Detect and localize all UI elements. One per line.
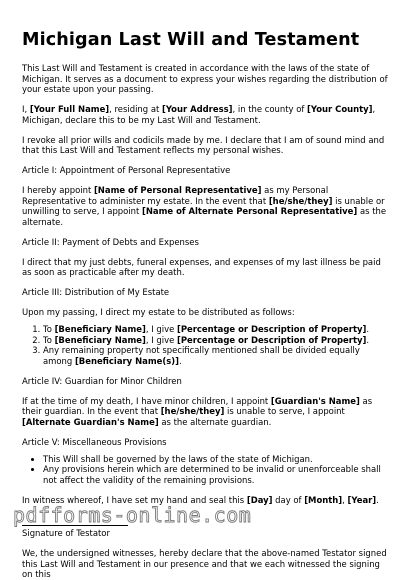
witness-text: , — [342, 494, 348, 505]
declaration-text: I, — [22, 104, 30, 114]
article-2-paragraph: I direct that my just debts, funeral expenses, and expenses of my last illness be paid as soon as practicable after my death. — [22, 256, 381, 277]
declaration-paragraph — [22, 104, 391, 125]
pronoun-placeholder: [he/she/they] — [160, 406, 225, 416]
item-text: , I give — [145, 324, 177, 334]
article-5-heading: Article V: Miscellaneous Provisions — [22, 436, 167, 447]
property-placeholder: [Percentage or Description of Property] — [176, 324, 367, 334]
item-text: To — [43, 334, 55, 345]
declaration-text: , Michigan, declare this to be my Last Will and Testament. — [22, 104, 376, 125]
witness-text: day of — [272, 494, 305, 505]
revocation-paragraph: I revoke all prior wills and codicils made by me. I declare that I am of sound mind and that this Last Will and Testament reflects my personal wishes. — [22, 134, 385, 155]
article-4-text: as their guardian. In the event that — [22, 395, 373, 416]
article-1-paragraph — [22, 185, 391, 227]
article-4-heading: Article IV: Guardian for Minor Children — [22, 375, 182, 386]
property-placeholder: [Percentage or Description of Property] — [176, 334, 367, 345]
witnesses-paragraph: We, the undersigned witnesses, hereby declare that the above-named Testator signed this Last Will and Testament in our presence and that we each witnessed the signing on this — [22, 548, 387, 579]
alternate-guardian-placeholder: [Alternate Guardian's Name] — [22, 416, 159, 427]
pronoun-placeholder: [he/she/they] — [268, 195, 333, 206]
distribution-list — [22, 324, 391, 366]
personal-representative-placeholder: [Name of Personal Representative] — [93, 185, 262, 195]
item-text: . — [178, 355, 182, 366]
county-placeholder: [Your County] — [307, 104, 373, 114]
beneficiaries-placeholder: [Beneficiary Name(s)] — [74, 355, 179, 366]
item-text: To — [43, 324, 55, 334]
provisions-list — [22, 454, 391, 486]
article-4-text: If at the time of my death, I have minor children, I appoint — [22, 395, 271, 406]
guardian-placeholder: [Guardian's Name] — [270, 395, 360, 406]
witness-text: In witness whereof, I have set my hand and seal this — [22, 494, 247, 505]
article-2-heading: Article II: Payment of Debts and Expenses — [22, 236, 199, 247]
item-text: . — [366, 324, 370, 334]
article-1-text: is unable or unwilling to serve, I appoint — [22, 195, 385, 216]
distribution-item-3 — [43, 345, 391, 366]
declaration-text: , residing at — [109, 104, 162, 114]
article-3-intro: Upon my passing, I direct my estate to be distributed as follows: — [22, 307, 295, 317]
signature-label: Signature of Testator — [22, 528, 110, 538]
article-4-text: is unable to serve, I appoint — [224, 406, 345, 416]
article-1-text: I hereby appoint — [22, 185, 94, 195]
month-placeholder: [Month] — [304, 494, 343, 505]
distribution-item-1 — [43, 324, 391, 335]
article-3-heading: Article III: Distribution of My Estate — [22, 287, 170, 297]
provision-item-1: • This Will shall be governed by the laws of the state of Michigan. — [43, 454, 391, 465]
watermark-logo: pdfforms-online.com — [13, 503, 252, 527]
witness-text: . — [376, 494, 379, 505]
day-placeholder: [Day] — [246, 494, 273, 505]
full-name-placeholder: [Your Full Name] — [29, 104, 110, 114]
document-title: Michigan Last Will and Testament — [22, 30, 360, 50]
article-4-text: as the alternate guardian. — [158, 416, 272, 427]
declaration-text: , in the county of — [232, 104, 308, 114]
article-1-text: as my Personal Representative to administer my estate. In the event that — [22, 185, 329, 206]
article-1-heading: Article I: Appointment of Personal Representative — [22, 165, 231, 175]
item-text: , I give — [145, 334, 177, 345]
alternate-representative-placeholder: [Name of Alternate Personal Representative] — [142, 206, 358, 216]
article-4-paragraph — [22, 396, 391, 428]
distribution-item-2 — [43, 335, 391, 346]
address-placeholder: [Your Address] — [161, 104, 233, 114]
item-text: Any remaining property not specifically mentioned shall be divided equally among — [43, 345, 360, 366]
provision-item-2: • Any provisions herein which are determined to be invalid or unenforceable shall not affect the validity of the remaining provisions. — [43, 464, 391, 485]
intro-paragraph: This Last Will and Testament is created in accordance with the laws of the state of Michigan. It serves as a document to express your wishes regarding the distribution of your estate upon your passing. — [22, 63, 388, 94]
article-1-text: as the alternate. — [22, 206, 387, 227]
beneficiary-placeholder: [Beneficiary Name] — [54, 334, 146, 345]
item-text: . — [366, 334, 370, 345]
beneficiary-placeholder: [Beneficiary Name] — [54, 324, 146, 334]
year-placeholder: [Year] — [347, 494, 377, 505]
